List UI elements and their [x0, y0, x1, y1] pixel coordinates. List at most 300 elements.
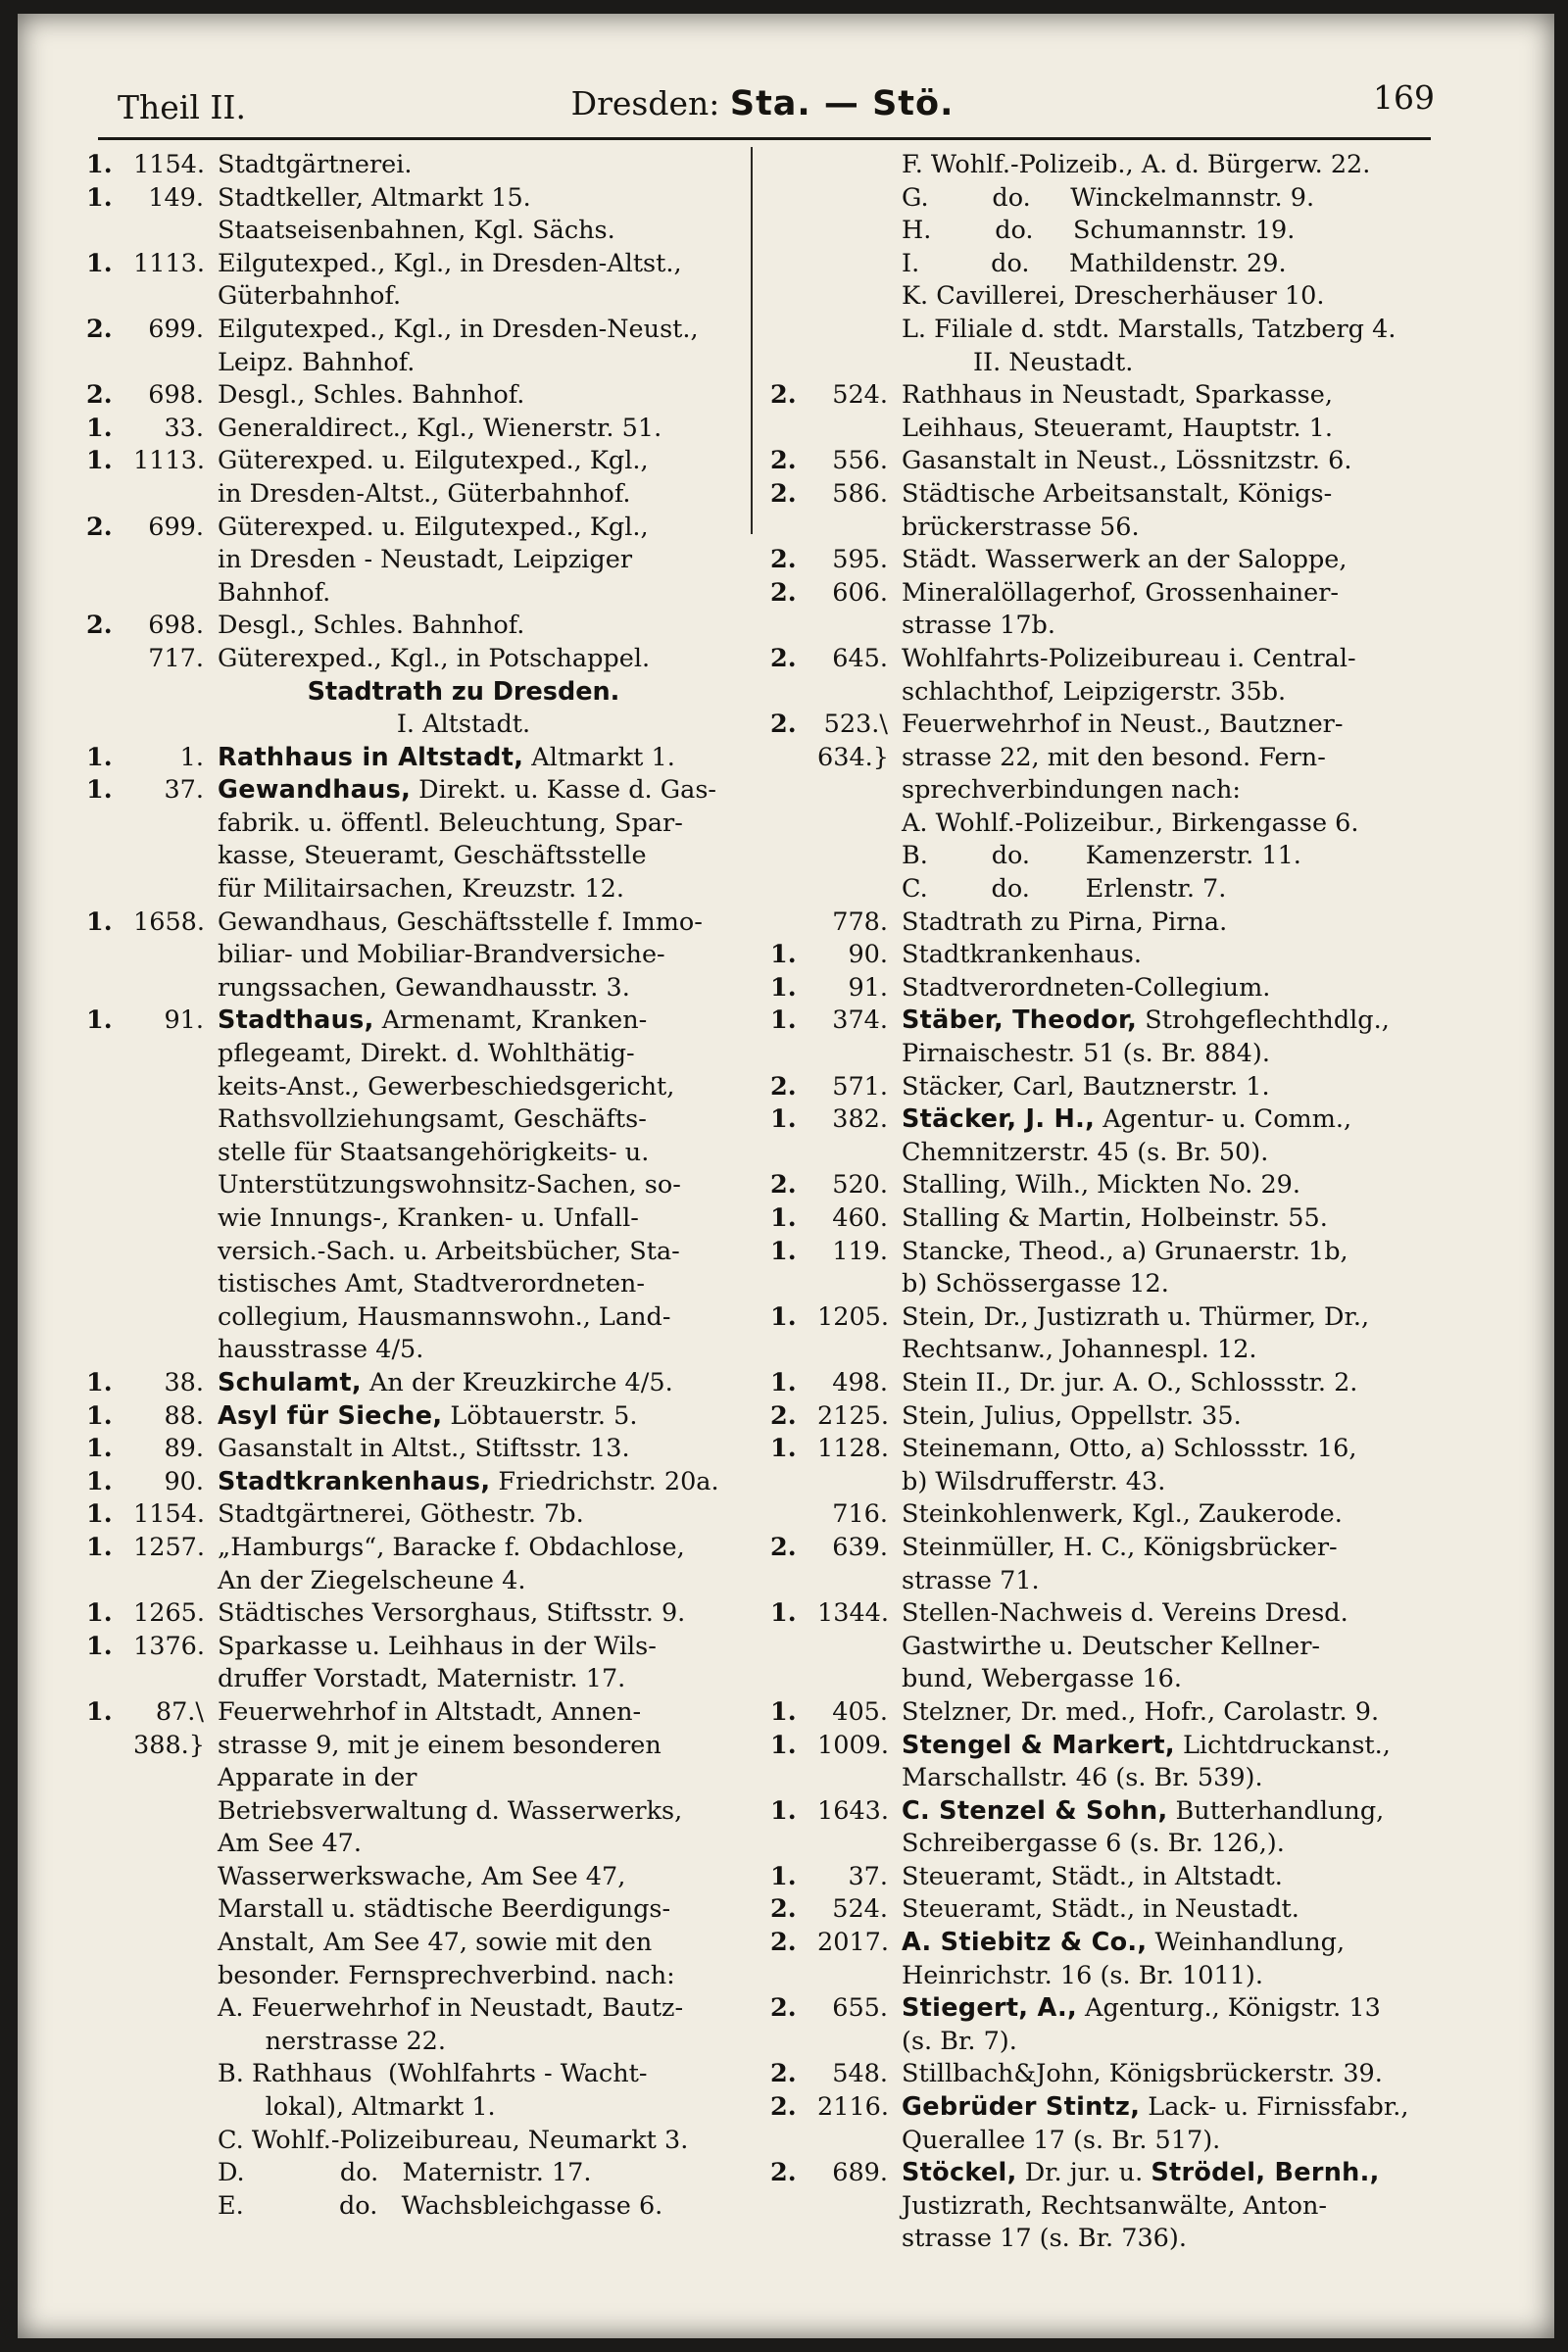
- directory-entry: [770, 1893, 1446, 1927]
- directory-entry: [86, 1532, 733, 1597]
- phone-number: 778.: [832, 906, 888, 937]
- entry-details: Armenamt, Kranken- pflegeamt, Direkt. d. Wohlthätig- keits-Anst., Gewerbeschiedsgericht, Rathsvollziehungsamt, Geschäfts- stelle für Staatsangehörigkeits- u. Unterstützungswohnsitz-Sachen, so- wie Innungs-, Kranken- u. Unfall- versich.-Sach. u. Arbeitsbücher, Sta- tistisches Amt, Stadtverordneten- collegium, Hausmannswohn., Land- hausstrasse 4/5.: [218, 1005, 681, 1365]
- phone-number: 2116.: [817, 2092, 890, 2123]
- directory-entry: [86, 1696, 733, 1992]
- directory-entry: [770, 1861, 1446, 1894]
- section-label: Theil II.: [118, 88, 246, 126]
- entry-text: [218, 1696, 733, 1992]
- phone-number: 1113.: [133, 248, 206, 278]
- entry-details: Stillbach&John, Königsbrückerstr. 39.: [902, 2059, 1383, 2089]
- entry-text: [902, 939, 1446, 972]
- phone-number: 382.: [832, 1104, 888, 1135]
- phone-number: 698.: [148, 611, 204, 641]
- phone-number: 38.: [164, 1367, 204, 1397]
- entry-text: [218, 1400, 733, 1434]
- phone-number: 699.: [148, 512, 204, 542]
- phone-number: 374.: [832, 1005, 888, 1036]
- exchange-office: 1.: [86, 413, 113, 443]
- directory-entry: [770, 1992, 1446, 2058]
- entry-details: Weinhandlung, Heinrichstr. 16 (s. Br. 1011).: [902, 1928, 1346, 1990]
- exchange-office: 1.: [770, 1861, 797, 1891]
- entry-details: Lichtdruckanst., Marschallstr. 46 (s. Br. 539).: [902, 1730, 1391, 1793]
- phone-number: 33.: [164, 413, 204, 443]
- entry-text: [902, 1532, 1446, 1597]
- exchange-office: 2.: [770, 478, 797, 509]
- entry-text: [218, 1597, 733, 1631]
- phone-number: [817, 182, 902, 216]
- entry-text: [218, 643, 733, 676]
- entry-text: [218, 1532, 733, 1597]
- exchange-office: 2.: [770, 2158, 797, 2188]
- entry-details: Gewandhaus, Geschäftsstelle f. Immo- biliar- und Mobiliar-Brandversiche- rungssachen, Gewandhausstr. 3.: [218, 906, 703, 1003]
- phone-number: 91.: [848, 972, 888, 1003]
- exchange-office: 1.: [86, 1434, 113, 1464]
- directory-entry: [770, 1927, 1446, 1992]
- entry-text: [902, 445, 1446, 478]
- directory-entry: [770, 577, 1446, 643]
- sub-entry: B. Rathhaus (Wohlfahrts - Wacht- lokal), Altmarkt 1.: [218, 2059, 648, 2123]
- entry-details: An der Kreuzkirche 4/5.: [361, 1367, 673, 1397]
- phone-number: 149.: [148, 182, 204, 213]
- page-header: [96, 78, 1435, 141]
- directory-entry: [770, 709, 1446, 906]
- entry-text: [902, 1103, 1446, 1169]
- phone-number: [817, 314, 902, 347]
- entry-details: Feuerwehrhof in Altstadt, Annen- strasse 9, mit je einem besonderen Apparate in der Betriebsverwaltung d. Wasserwerks, Am See 47. Wasserwerkswache, Am See 47, Marstall u. städtische Beerdigungs- Anstalt, Am See 47, sowie mit den besonder. Fernsprechverbind. nach:: [218, 1696, 683, 1990]
- entry-details: „Hamburgs“, Baracke f. Obdachlose, An der Ziegelscheune 4.: [218, 1532, 685, 1595]
- exchange-office: 1.: [86, 1696, 113, 1727]
- exchange-office: 1.: [770, 940, 797, 970]
- entry-text: [902, 1498, 1446, 1532]
- directory-entry: [770, 1169, 1446, 1202]
- directory-entry: [770, 445, 1446, 478]
- phone-number: [817, 215, 902, 248]
- entry-details: Agentur- u. Comm., Chemnitzerstr. 45 (s. Br. 50).: [902, 1104, 1352, 1167]
- exchange-office: 1.: [770, 1795, 797, 1826]
- directory-entry: [770, 215, 1446, 248]
- entry-details: F. Wohlf.-Polizeib., A. d. Bürgerw. 22.: [902, 150, 1371, 179]
- left-entries-b: [86, 742, 733, 1993]
- phone-number: 1205.: [817, 1301, 890, 1332]
- entry-details: Eilgutexped., Kgl., in Dresden-Neust., Leipz. Bahnhof.: [218, 314, 699, 377]
- exchange-office: 1.: [86, 1499, 113, 1530]
- exchange-office: 2.: [770, 380, 797, 411]
- directory-entry: [770, 1367, 1446, 1400]
- entry-details: Steueramt, Städt., in Neustadt.: [902, 1894, 1299, 1925]
- directory-entry: [86, 149, 733, 182]
- phone-number: 2125.: [817, 1400, 890, 1431]
- entry-text: [902, 1795, 1446, 1861]
- exchange-office: 2.: [770, 2092, 797, 2123]
- entry-text: [902, 1992, 1446, 2058]
- entry-details: Agenturg., Königstr. 13 (s. Br. 7).: [902, 1993, 1381, 2056]
- directory-entry: [770, 1433, 1446, 1498]
- exchange-office: [770, 314, 817, 347]
- phone-number: 524.: [832, 380, 888, 411]
- directory-entry: [86, 1631, 733, 1696]
- phone-number: [817, 347, 902, 380]
- directory-entry: [770, 906, 1446, 940]
- entry-text: [902, 1861, 1446, 1894]
- directory-entry: [770, 1795, 1446, 1861]
- exchange-office: 1.: [86, 1466, 113, 1496]
- directory-entry: [86, 445, 733, 511]
- entry-details: II. Neustadt.: [902, 347, 1134, 377]
- phone-number: 1265.: [133, 1598, 206, 1629]
- directory-entry: [86, 742, 733, 775]
- entry-details: Strohgeflechthdlg., Pirnaischestr. 51 (s. Br. 884).: [902, 1005, 1390, 1069]
- exchange-office: 1.: [86, 775, 113, 806]
- entry-details: Stein, Dr., Justizrath u. Thürmer, Dr., Rechtsanw., Johannespl. 12.: [902, 1301, 1370, 1365]
- entry-details: I. do. Mathildenstr. 29.: [902, 248, 1287, 278]
- entry-name-bold: A. Stiebitz & Co.,: [902, 1928, 1148, 1958]
- directory-entry: [86, 1433, 733, 1466]
- directory-entry: [86, 643, 733, 676]
- entry-text: [902, 1730, 1446, 1795]
- phone-number: 87.\ 388.}: [133, 1696, 206, 1760]
- entry-text: [902, 347, 1446, 380]
- directory-entry: [770, 1004, 1446, 1070]
- phone-number: 586.: [832, 478, 888, 509]
- directory-entry: [770, 1301, 1446, 1367]
- stadtrath-heading: Stadtrath zu Dresden.: [307, 676, 620, 707]
- entry-text: [902, 577, 1446, 643]
- directory-entry: [770, 1696, 1446, 1730]
- directory-entry: [86, 906, 733, 1005]
- entry-text: [218, 742, 733, 775]
- directory-entry: [770, 182, 1446, 216]
- entry-name-bold: Gebrüder Stintz,: [902, 2092, 1141, 2123]
- entry-details: Mineralöllagerhof, Grossenhainer- strasse 17b.: [902, 577, 1340, 641]
- phone-number: 595.: [832, 545, 888, 575]
- entry-text: [902, 2058, 1446, 2091]
- exchange-office: [770, 182, 817, 216]
- entry-text: [218, 182, 733, 216]
- exchange-office: [770, 248, 817, 281]
- entry-details: Steinkohlenwerk, Kgl., Zaukerode.: [902, 1499, 1343, 1530]
- sub-entry: E. do. Wachsbleichgasse 6.: [218, 2190, 663, 2221]
- directory-entry: [86, 215, 733, 248]
- entry-details: Lack- u. Firnissfabr., Querallee 17 (s. Br. 517).: [902, 2092, 1409, 2155]
- entry-details: Städtische Arbeitsanstalt, Königs- brückerstrasse 56.: [902, 478, 1333, 542]
- exchange-office: 1.: [770, 1301, 797, 1332]
- entry-details: Sparkasse u. Leihhaus in der Wils- druffer Vorstadt, Maternistr. 17.: [218, 1631, 657, 1694]
- exchange-office: 1.: [770, 1203, 797, 1233]
- exchange-office: 2.: [770, 446, 797, 476]
- directory-entry: [770, 1071, 1446, 1104]
- phone-number: 717.: [148, 643, 204, 673]
- phone-number: 1658.: [133, 906, 206, 937]
- entry-details: Stäcker, Carl, Bautznerstr. 1.: [902, 1071, 1270, 1102]
- entry-text: [902, 1169, 1446, 1202]
- exchange-office: [770, 215, 817, 248]
- directory-entry: [770, 939, 1446, 972]
- right-column: [770, 149, 1446, 2256]
- phone-number: [817, 149, 902, 182]
- entry-details: Desgl., Schles. Bahnhof.: [218, 380, 525, 411]
- exchange-office: 1.: [770, 1367, 797, 1397]
- exchange-office: 2.: [86, 512, 113, 542]
- sub-entry: C. Wohlf.-Polizeibureau, Neumarkt 3.: [218, 2125, 689, 2155]
- exchange-office: [770, 280, 817, 314]
- phone-number: 1.: [179, 742, 204, 772]
- directory-entry: [86, 314, 733, 379]
- directory-entry: [770, 1597, 1446, 1696]
- entry-text: [902, 544, 1446, 577]
- entry-details: Altmarkt 1.: [523, 742, 675, 772]
- directory-entry: [770, 1730, 1446, 1795]
- entry-text: [218, 314, 733, 379]
- entry-details: Stancke, Theod., a) Grunaerstr. 1b, b) Schössergasse 12.: [902, 1236, 1348, 1299]
- entry-text: [902, 709, 1446, 906]
- entry-details: Städt. Wasserwerk an der Saloppe,: [902, 545, 1348, 575]
- entry-details: Güterexped. u. Eilgutexped., Kgl., in Dresden - Neustadt, Leipziger Bahnhof.: [218, 512, 649, 608]
- phone-number: 90.: [848, 940, 888, 970]
- directory-entry: [86, 1498, 733, 1532]
- phone-number: 1128.: [817, 1434, 890, 1464]
- entry-name-bold: Stiegert, A.,: [902, 1993, 1077, 2024]
- directory-entry: [86, 610, 733, 643]
- entry-text: [902, 1071, 1446, 1104]
- entry-details: Stellen-Nachweis d. Vereins Dresd. Gastwirthe u. Deutscher Kellner- bund, Webergasse 16.: [902, 1598, 1348, 1694]
- phone-number: 655.: [832, 1993, 888, 2024]
- alphabet-range: Sta. — Stö.: [729, 84, 955, 123]
- exchange-office: 2.: [770, 1894, 797, 1925]
- phone-number: 699.: [148, 314, 204, 344]
- exchange-office: 2.: [770, 1993, 797, 2024]
- entry-text: [902, 1893, 1446, 1927]
- entry-text: [902, 1433, 1446, 1498]
- city-label: Dresden:: [570, 84, 720, 122]
- entry-text: [218, 1367, 733, 1400]
- entry-details: Justizrath, Rechtsanwälte, Anton- strasse 17 (s. Br. 736).: [902, 2190, 1328, 2254]
- right-entries: [770, 149, 1446, 2256]
- phone-number: 37.: [164, 775, 204, 806]
- exchange-office: 2.: [770, 710, 797, 740]
- directory-entry: [86, 1367, 733, 1400]
- exchange-office: 1.: [86, 182, 113, 213]
- exchange-office: 1.: [86, 742, 113, 772]
- exchange-office: [770, 906, 817, 940]
- directory-entry: [770, 1400, 1446, 1434]
- entry-text: [902, 248, 1446, 281]
- exchange-office: 1.: [770, 1005, 797, 1036]
- entry-text: [902, 2091, 1446, 2157]
- directory-entry: [770, 379, 1446, 445]
- exchange-office: [86, 215, 133, 248]
- phone-number: 689.: [832, 2158, 888, 2188]
- entry-text: [902, 280, 1446, 314]
- phone-number: 639.: [832, 1532, 888, 1562]
- entry-details: Staatseisenbahnen, Kgl. Sächs.: [218, 216, 615, 246]
- entry-details: Stadtrath zu Pirna, Pirna.: [902, 906, 1228, 937]
- directory-entry: [770, 2091, 1446, 2157]
- phone-number: 1154.: [133, 1499, 206, 1530]
- entry-text: [902, 643, 1446, 709]
- directory-entry: [770, 347, 1446, 380]
- phone-number: 606.: [832, 577, 888, 608]
- entry-text: [218, 445, 733, 511]
- entry-details: Stadtverordneten-Collegium.: [902, 972, 1271, 1003]
- phone-number: 405.: [832, 1696, 888, 1727]
- exchange-office: 1.: [86, 1532, 113, 1562]
- phone-number: 1643.: [817, 1795, 890, 1826]
- entry-details: Güterexped., Kgl., in Potschappel.: [218, 643, 651, 673]
- phone-number: 91.: [164, 1005, 204, 1036]
- exchange-office: 1.: [86, 1400, 113, 1431]
- entry-text: [902, 1927, 1446, 1992]
- directory-entry: [770, 2157, 1446, 2256]
- phone-number: [817, 248, 902, 281]
- running-title: [96, 84, 1429, 123]
- exchange-office: 1.: [770, 972, 797, 1003]
- entry-text: [902, 1597, 1446, 1696]
- directory-entry: [770, 149, 1446, 182]
- entry-text: [218, 1433, 733, 1466]
- entry-name-bold: Stäber, Theodor,: [902, 1005, 1138, 1036]
- directory-entry: [86, 1466, 733, 1499]
- entry-details: Güterexped. u. Eilgutexped., Kgl., in Dresden-Altst., Güterbahnhof.: [218, 446, 649, 509]
- exchange-office: 1.: [86, 1005, 113, 1036]
- phone-number: 1154.: [133, 150, 206, 179]
- exchange-office: 2.: [770, 545, 797, 575]
- entry-details: Stein II., Dr. jur. A. O., Schlossstr. 2.: [902, 1367, 1358, 1397]
- phone-number: 1113.: [133, 446, 206, 476]
- entry-details: K. Cavillerei, Drescherhäuser 10.: [902, 281, 1325, 312]
- entry-details: Steueramt, Städt., in Altstadt.: [902, 1861, 1283, 1891]
- exchange-office: 1.: [770, 1598, 797, 1629]
- entry-details: L. Filiale d. stdt. Marstalls, Tatzberg 4.: [902, 314, 1396, 344]
- directory-entry: [770, 1498, 1446, 1532]
- directory-entry: [770, 1202, 1446, 1236]
- phone-number: 645.: [832, 643, 888, 673]
- entry-details: Feuerwehrhof in Neust., Bautzner- strasse 22, mit den besond. Fern- sprechverbindungen nach: A. Wohlf.-Polizeibur., Birkengasse 6. B. do. Kamenzerstr. 11. C. do. Erlenstr. 7.: [902, 710, 1359, 905]
- exchange-office: 2.: [86, 314, 113, 344]
- exchange-office: 1.: [770, 1236, 797, 1266]
- phone-number: 1376.: [133, 1631, 206, 1661]
- directory-entry: [86, 1400, 733, 1434]
- phone-number: 1257.: [133, 1532, 206, 1562]
- entry-details: G. do. Winckelmannstr. 9.: [902, 182, 1315, 213]
- directory-entry: [86, 182, 733, 216]
- header-rule: [98, 137, 1431, 140]
- phone-number: 90.: [164, 1466, 204, 1496]
- entry-text: [902, 1400, 1446, 1434]
- entry-text: [218, 1004, 733, 1367]
- entry-details: Stadtgärtnerei.: [218, 150, 413, 179]
- exchange-office: 1.: [86, 906, 113, 937]
- entry-text: [218, 906, 733, 1005]
- entry-text: [218, 1631, 733, 1696]
- phone-number: 571.: [832, 1071, 888, 1102]
- entry-text: [902, 478, 1446, 544]
- exchange-office: 1.: [86, 1367, 113, 1397]
- entry-text: [902, 1202, 1446, 1236]
- sub-entry: D. do. Maternistr. 17.: [218, 2158, 592, 2188]
- entry-text: [902, 215, 1446, 248]
- entry-name-bold: Schulamt,: [218, 1367, 362, 1397]
- entry-details: Stein, Julius, Oppellstr. 35.: [902, 1400, 1242, 1431]
- entry-details: Eilgutexped., Kgl., in Dresden-Altst., Güterbahnhof.: [218, 248, 682, 312]
- entry-text: [218, 512, 733, 611]
- page-number: 169: [1373, 78, 1435, 117]
- exchange-office: 1.: [86, 446, 113, 476]
- exchange-office: 2.: [770, 2059, 797, 2089]
- phone-number: [817, 280, 902, 314]
- entry-name-bold: Stöckel,: [902, 2158, 1017, 2188]
- entry-text: [218, 413, 733, 446]
- exchange-office: 1.: [86, 1598, 113, 1629]
- directory-entry: [86, 379, 733, 413]
- entry-name-bold: Rathhaus in Altstadt,: [218, 742, 524, 772]
- phone-number: 716.: [832, 1499, 888, 1530]
- entry-text: [218, 1466, 733, 1499]
- directory-entry: [770, 643, 1446, 709]
- entry-text: [902, 314, 1446, 347]
- directory-entry: [770, 1103, 1446, 1169]
- directory-entry: [770, 280, 1446, 314]
- entry-details: Friedrichstr. 20a.: [490, 1466, 719, 1496]
- entry-details: Steinmüller, H. C., Königsbrücker- strasse 71.: [902, 1532, 1338, 1595]
- entry-details: Gasanstalt in Altst., Stiftsstr. 13.: [218, 1434, 630, 1464]
- entry-text: [902, 1367, 1446, 1400]
- exchange-office: 2.: [770, 1532, 797, 1562]
- directory-entry: [770, 478, 1446, 544]
- entry-text: [902, 182, 1446, 216]
- directory-entry: [86, 512, 733, 611]
- directory-entry: [770, 2058, 1446, 2091]
- entry-name-bold: Asyl für Sieche,: [218, 1400, 443, 1431]
- exchange-office: 1.: [770, 1434, 797, 1464]
- entry-details: Gasanstalt in Neust., Lössnitzstr. 6.: [902, 446, 1352, 476]
- left-entries-c: [86, 1992, 733, 2223]
- phone-number: 119.: [832, 1236, 888, 1266]
- directory-entry: [770, 972, 1446, 1005]
- phone-number: 498.: [832, 1367, 888, 1397]
- exchange-office: 2.: [770, 643, 797, 673]
- directory-entry: [770, 1532, 1446, 1597]
- exchange-office: 1.: [86, 150, 113, 179]
- directory-entry: [770, 248, 1446, 281]
- exchange-office: 2.: [770, 1400, 797, 1431]
- entry-text: [218, 379, 733, 413]
- entry-details: Stadtkeller, Altmarkt 15.: [218, 182, 531, 213]
- phone-number: 89.: [164, 1434, 204, 1464]
- exchange-office: 2.: [770, 1928, 797, 1958]
- exchange-office: 1.: [86, 248, 113, 278]
- entry-name-bold: Stadthaus,: [218, 1005, 374, 1036]
- directory-entry: [770, 544, 1446, 577]
- entry-name-bold: Stäcker, J. H.,: [902, 1104, 1096, 1135]
- phone-number: 556.: [832, 446, 888, 476]
- directory-entry: [86, 1597, 733, 1631]
- exchange-office: 1.: [770, 1730, 797, 1760]
- entry-text: [902, 972, 1446, 1005]
- phone-number: 1344.: [817, 1598, 890, 1629]
- entry-text: [218, 248, 733, 314]
- entry-name-bold: Stadtkrankenhaus,: [218, 1466, 491, 1496]
- phone-number: 524.: [832, 1894, 888, 1925]
- exchange-office: 1.: [770, 1696, 797, 1727]
- directory-entry: [86, 1004, 733, 1367]
- phone-number: 2017.: [817, 1928, 890, 1958]
- phone-number: 523.\ 634.}: [817, 710, 890, 772]
- phone-number: 460.: [832, 1203, 888, 1233]
- entry-details: Stalling, Wilh., Mickten No. 29.: [902, 1170, 1301, 1200]
- exchange-office: 2.: [86, 380, 113, 411]
- entry-text: [902, 906, 1446, 940]
- directory-entry: [86, 413, 733, 446]
